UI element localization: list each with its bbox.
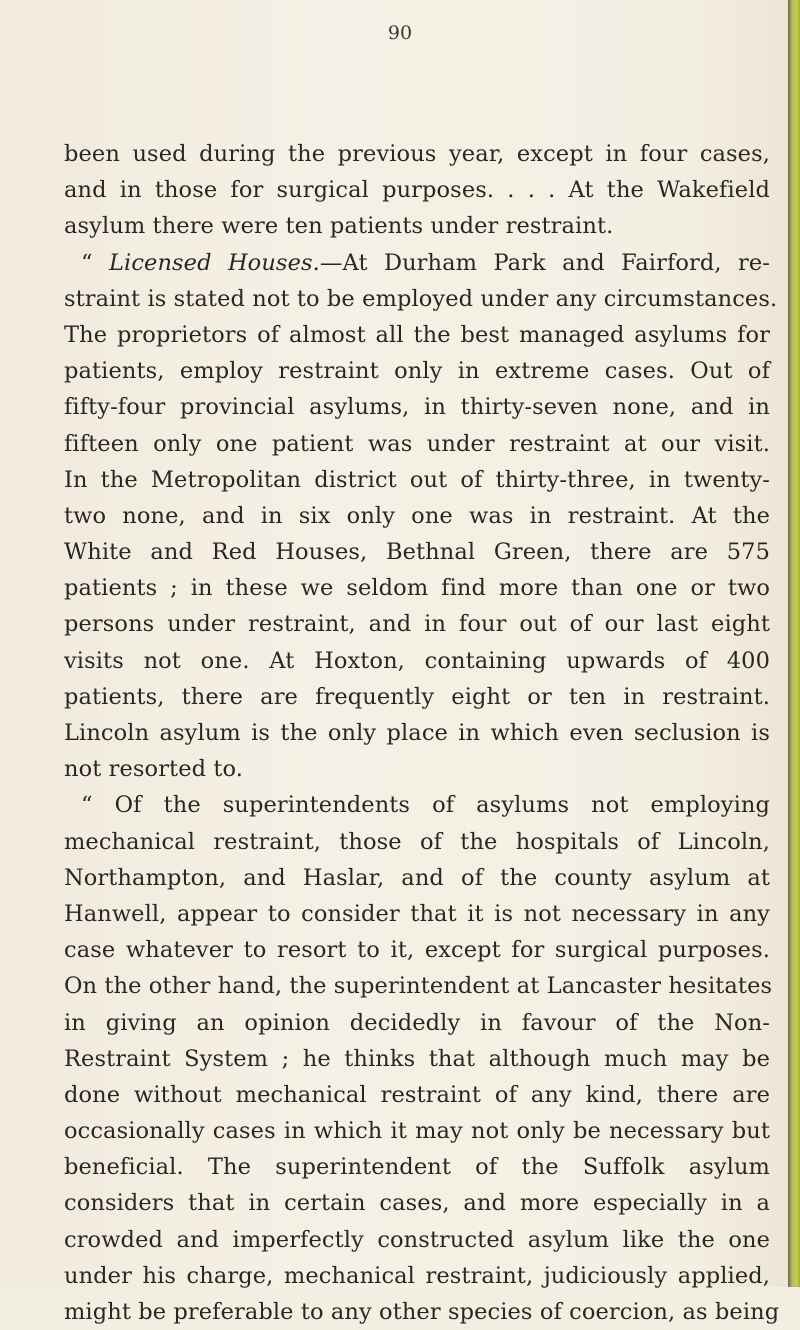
text-line: “ Of the superintendents of asylums not employing (81, 792, 770, 819)
text-line: Restraint System ; he thinks that although much may be (64, 1045, 770, 1072)
text-line: fifteen only one patient was under restraint at our visit. (64, 430, 770, 457)
section-heading-licensed-houses: Licensed Houses. (108, 249, 320, 276)
text-line: Lincoln asylum is the only place in which even seclusion is (64, 720, 770, 746)
text-line: in giving an opinion decidedly in favour of the Non- (64, 1009, 770, 1036)
text-line-licensed-houses (64, 245, 770, 281)
text-line: two none, and in six only one was in restraint. At the (64, 502, 770, 529)
text-line: The proprietors of almost all the best managed asylums for (64, 321, 770, 348)
text-line: visits not one. At Hoxton, containing upwards of 400 (64, 647, 770, 674)
text-line: might be preferable to any other species of coercion, as being (64, 1299, 780, 1325)
text-line: crowded and imperfectly constructed asylum like the one (64, 1226, 770, 1253)
text-line: been used during the previous year, except in four cases, (64, 141, 770, 167)
text-line: not resorted to. (64, 756, 244, 783)
text-line: White and Red Houses, Bethnal Green, there are 575 (64, 539, 770, 566)
body-text (64, 136, 780, 1330)
text-fragment: —At Durham Park and Fairford, re- (319, 249, 770, 276)
text-line: under his charge, mechanical restraint, judiciously applied, (64, 1262, 770, 1289)
text-line: beneficial. The superintendent of the Suffolk asylum (64, 1154, 770, 1181)
open-quote: “ (81, 249, 93, 276)
text-line: In the Metropolitan district out of thirty-three, in twenty- (64, 466, 770, 493)
text-line: On the other hand, the superintendent at Lancaster hesitates (64, 973, 773, 1000)
text-line: and in those for surgical purposes. . . . At the Wakefield (64, 177, 770, 204)
page-number: 90 (387, 22, 413, 44)
page-edge (788, 0, 800, 1287)
text-line: patients, employ restraint only in extreme cases. Out of (64, 358, 770, 385)
text-line: occasionally cases in which it may not only be necessary but (64, 1118, 770, 1145)
text-line: Northampton, and Haslar, and of the county asylum at (64, 864, 770, 891)
text-line: patients, there are frequently eight or ten in restraint. (64, 683, 770, 710)
text-line: straint is stated not to be employed under any circumstances. (64, 285, 778, 312)
text-line: Hanwell, appear to consider that it is not necessary in any (64, 900, 770, 927)
text-line: done without mechanical restraint of any kind, there are (64, 1081, 770, 1108)
text-line: mechanical restraint, those of the hospitals of Lincoln, (64, 828, 770, 855)
text-line: persons under restraint, and in four out of our last eight (64, 611, 770, 638)
text-line: patients ; in these we seldom find more than one or two (64, 575, 770, 602)
text-line: asylum there were ten patients under restraint. (64, 213, 614, 240)
text-line: case whatever to resort to it, except for surgical purposes. (64, 937, 770, 964)
text-line: fifty-four provincial asylums, in thirty-seven none, and in (64, 394, 770, 421)
text-line: considers that in certain cases, and more especially in a (64, 1190, 770, 1217)
